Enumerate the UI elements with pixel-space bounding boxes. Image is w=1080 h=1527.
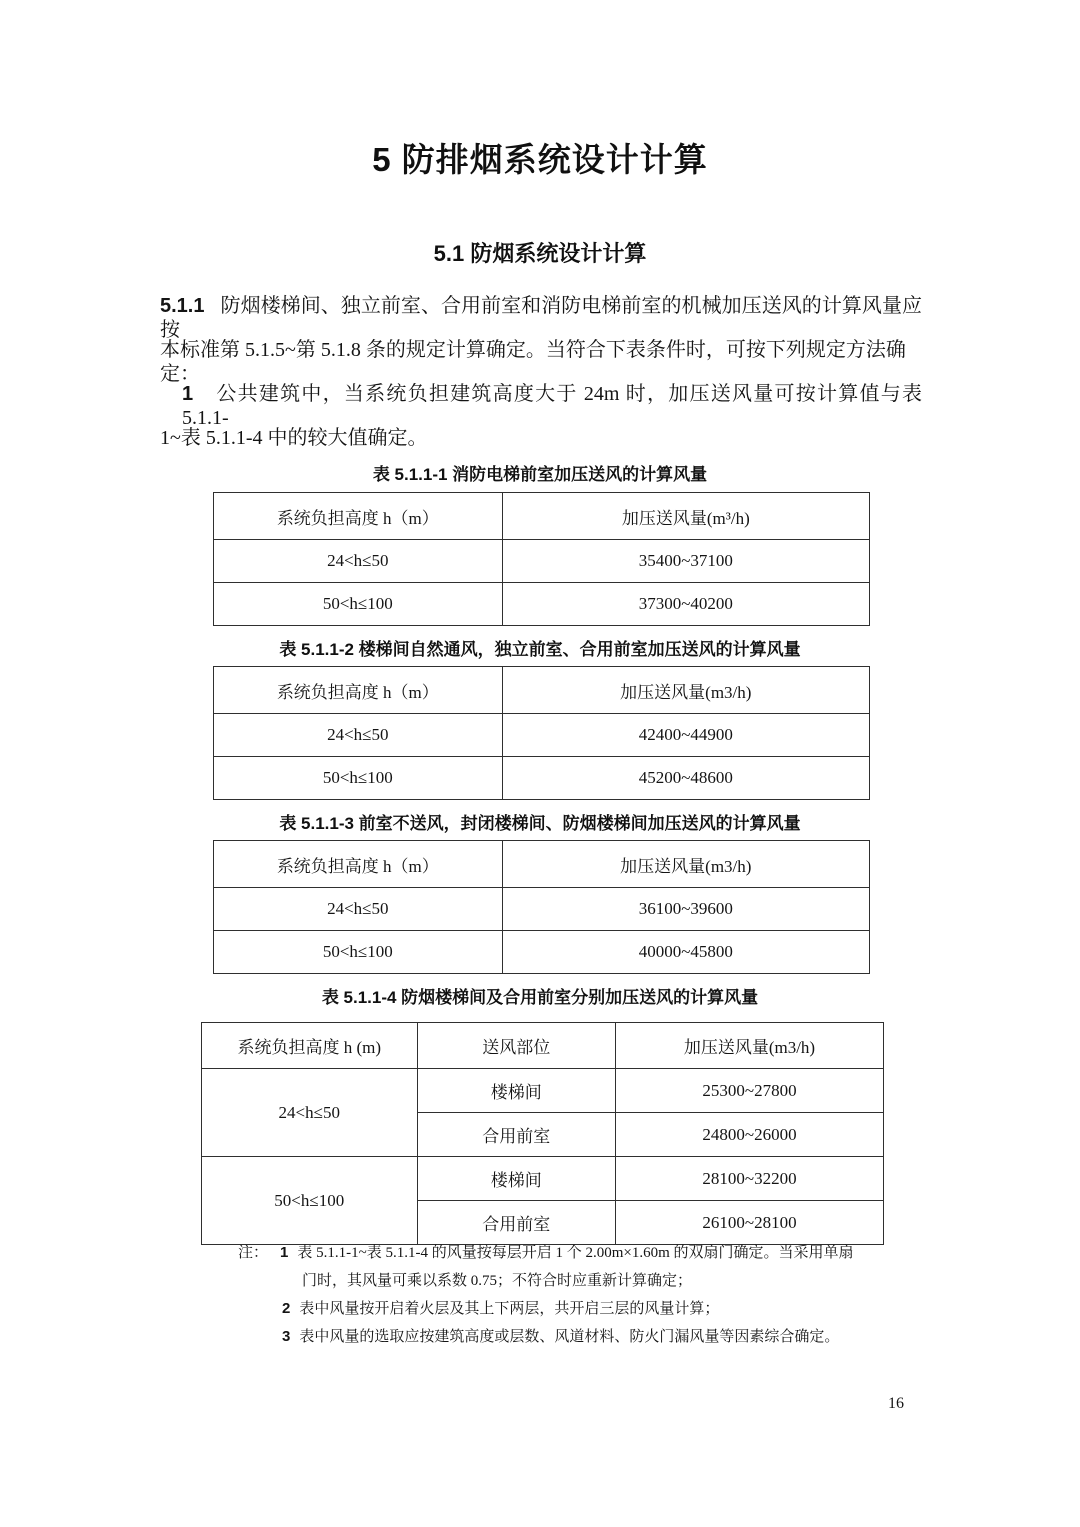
table-5-1-1-3 xyxy=(213,840,870,974)
table-3-header-airflow: 加压送风量(m3/h) xyxy=(502,841,869,888)
table-row xyxy=(214,540,870,583)
table-row xyxy=(202,1069,884,1113)
table-cell-location: 楼梯间 xyxy=(417,1157,615,1201)
table-cell-height-range: 24<h≤50 xyxy=(214,714,503,757)
note-1-line-1 xyxy=(238,1243,938,1263)
table-cell-airflow-range: 28100~32200 xyxy=(615,1157,883,1201)
note-3-text: 表中风量的选取应按建筑高度或层数、风道材料、防火门漏风量等因素综合确定。 xyxy=(299,1329,840,1345)
table-cell-airflow-range: 40000~45800 xyxy=(502,931,869,974)
table-row xyxy=(214,714,870,757)
table-4-header-location: 送风部位 xyxy=(417,1023,615,1069)
table-row xyxy=(214,583,870,626)
item-line-1 xyxy=(160,382,922,430)
item-text-1: 公共建筑中，当系统负担建筑高度大于 24m 时，加压送风量可按计算值与表 5.1.1- xyxy=(182,383,922,429)
table-3-header-height: 系统负担高度 h（m） xyxy=(214,841,503,888)
note-3 xyxy=(238,1327,938,1347)
note-1-text-1: 表 5.1.1-1~表 5.1.1-4 的风量按每层开启 1 个 2.00m×1.60m 的双扇门确定。当采用单扇 xyxy=(297,1245,854,1261)
table-2-header-airflow: 加压送风量(m3/h) xyxy=(502,667,869,714)
table-cell-height-range: 24<h≤50 xyxy=(214,540,503,583)
table-cell-height-range: 24<h≤50 xyxy=(214,888,503,931)
table-cell-location: 合用前室 xyxy=(417,1113,615,1157)
table-cell-airflow-range: 36100~39600 xyxy=(502,888,869,931)
table-1-caption: 表 5.1.1-1 消防电梯前室加压送风的计算风量 xyxy=(372,465,708,484)
notes-label: 注： xyxy=(238,1245,269,1261)
clause-line-1 xyxy=(160,294,922,342)
table-cell-location: 合用前室 xyxy=(417,1201,615,1245)
item-line-2: 1~表 5.1.1-4 中的较大值确定。 xyxy=(160,427,428,449)
table-cell-airflow-range: 35400~37100 xyxy=(502,540,869,583)
table-cell-height-range: 50<h≤100 xyxy=(214,757,503,800)
clause-text-1: 防烟楼梯间、独立前室、合用前室和消防电梯前室的机械加压送风的计算风量应按 xyxy=(160,295,922,341)
table-cell-height-range: 24<h≤50 xyxy=(202,1069,418,1157)
note-2 xyxy=(238,1299,938,1319)
table-3-caption: 表 5.1.1-3 前室不送风，封闭楼梯间、防烟楼梯间加压送风的计算风量 xyxy=(279,814,801,833)
table-5-1-1-4 xyxy=(201,1022,884,1245)
note-1-text-2: 门时，其风量可乘以系数 0.75；不符合时应重新计算确定； xyxy=(302,1273,693,1289)
table-cell-airflow-range: 45200~48600 xyxy=(502,757,869,800)
clause-number: 5.1.1 xyxy=(160,295,205,317)
note-1-number: 1 xyxy=(280,1244,289,1261)
note-1-line-2 xyxy=(238,1271,938,1291)
table-4-caption: 表 5.1.1-4 防烟楼梯间及合用前室分别加压送风的计算风量 xyxy=(321,988,759,1007)
table-cell-height-range: 50<h≤100 xyxy=(214,583,503,626)
clause-line-2: 本标准第 5.1.5~第 5.1.8 条的规定计算确定。当符合下表条件时，可按下列规定方法确定： xyxy=(160,339,906,385)
table-4-header-airflow: 加压送风量(m3/h) xyxy=(615,1023,883,1069)
table-4-header-height: 系统负担高度 h (m) xyxy=(202,1023,418,1069)
table-1-header-height: 系统负担高度 h（m） xyxy=(214,493,503,540)
table-5-1-1-1 xyxy=(213,492,870,626)
note-2-number: 2 xyxy=(282,1300,291,1317)
table-row xyxy=(214,888,870,931)
table-cell-height-range: 50<h≤100 xyxy=(202,1157,418,1245)
table-row xyxy=(214,931,870,974)
table-cell-airflow-range: 26100~28100 xyxy=(615,1201,883,1245)
table-cell-airflow-range: 37300~40200 xyxy=(502,583,869,626)
table-2-header-height: 系统负担高度 h（m） xyxy=(214,667,503,714)
table-row xyxy=(202,1157,884,1201)
table-cell-airflow-range: 42400~44900 xyxy=(502,714,869,757)
table-cell-height-range: 50<h≤100 xyxy=(214,931,503,974)
note-3-number: 3 xyxy=(282,1328,291,1345)
table-row xyxy=(214,757,870,800)
item-number: 1 xyxy=(182,383,194,405)
page-number: 16 xyxy=(888,1395,904,1412)
table-1-header-airflow: 加压送风量(m³/h) xyxy=(502,493,869,540)
chapter-title: 5 防排烟系统设计计算 xyxy=(372,141,708,178)
table-notes xyxy=(238,1243,938,1355)
table-cell-location: 楼梯间 xyxy=(417,1069,615,1113)
table-2-caption: 表 5.1.1-2 楼梯间自然通风，独立前室、合用前室加压送风的计算风量 xyxy=(279,640,801,659)
table-cell-airflow-range: 24800~26000 xyxy=(615,1113,883,1157)
section-title: 5.1 防烟系统设计计算 xyxy=(433,241,647,266)
note-2-text: 表中风量按开启着火层及其上下两层，共开启三层的风量计算； xyxy=(299,1301,720,1317)
table-cell-airflow-range: 25300~27800 xyxy=(615,1069,883,1113)
table-5-1-1-2 xyxy=(213,666,870,800)
